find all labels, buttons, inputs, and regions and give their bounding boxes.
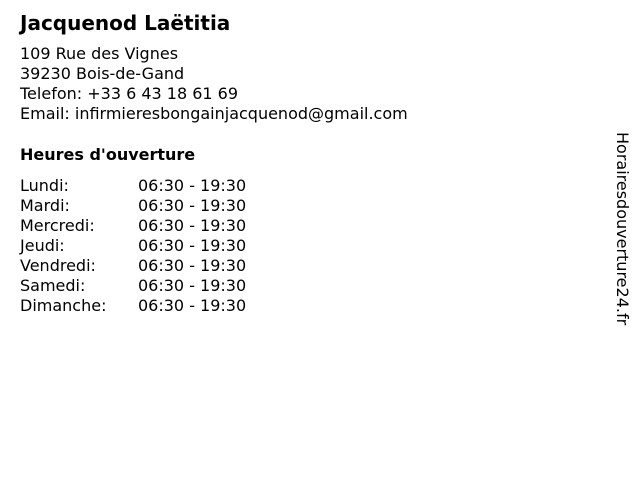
time-range: 06:30 - 19:30 [138, 196, 247, 215]
time-range: 06:30 - 19:30 [138, 216, 247, 235]
hours-row-wednesday [20, 216, 580, 236]
address-street: 109 Rue des Vignes [20, 44, 179, 63]
time-range: 06:30 - 19:30 [138, 276, 247, 295]
day-label: Mardi: [20, 196, 70, 215]
business-name: Jacquenod Laëtitia [20, 11, 231, 35]
hours-row-friday [20, 256, 580, 276]
business-card [20, 10, 580, 316]
time-range: 06:30 - 19:30 [138, 176, 247, 195]
day-label: Jeudi: [20, 236, 65, 255]
email-address: Email: infirmieresbongainjacquenod@gmail.com [20, 104, 408, 123]
address-city: 39230 Bois-de-Gand [20, 64, 185, 83]
day-label: Mercredi: [20, 216, 95, 235]
day-label: Vendredi: [20, 256, 96, 275]
site-watermark: Horairesdouverture24.fr [613, 132, 632, 326]
time-range: 06:30 - 19:30 [138, 236, 247, 255]
day-label: Dimanche: [20, 296, 107, 315]
time-range: 06:30 - 19:30 [138, 296, 247, 315]
time-range: 06:30 - 19:30 [138, 256, 247, 275]
hours-row-saturday [20, 276, 580, 296]
day-label: Lundi: [20, 176, 69, 195]
hours-row-thursday [20, 236, 580, 256]
hours-row-tuesday [20, 196, 580, 216]
opening-hours-title: Heures d'ouverture [20, 145, 196, 164]
day-label: Samedi: [20, 276, 86, 295]
hours-row-sunday [20, 296, 580, 316]
hours-row-monday [20, 176, 580, 196]
phone-number: Telefon: +33 6 43 18 61 69 [20, 84, 239, 103]
